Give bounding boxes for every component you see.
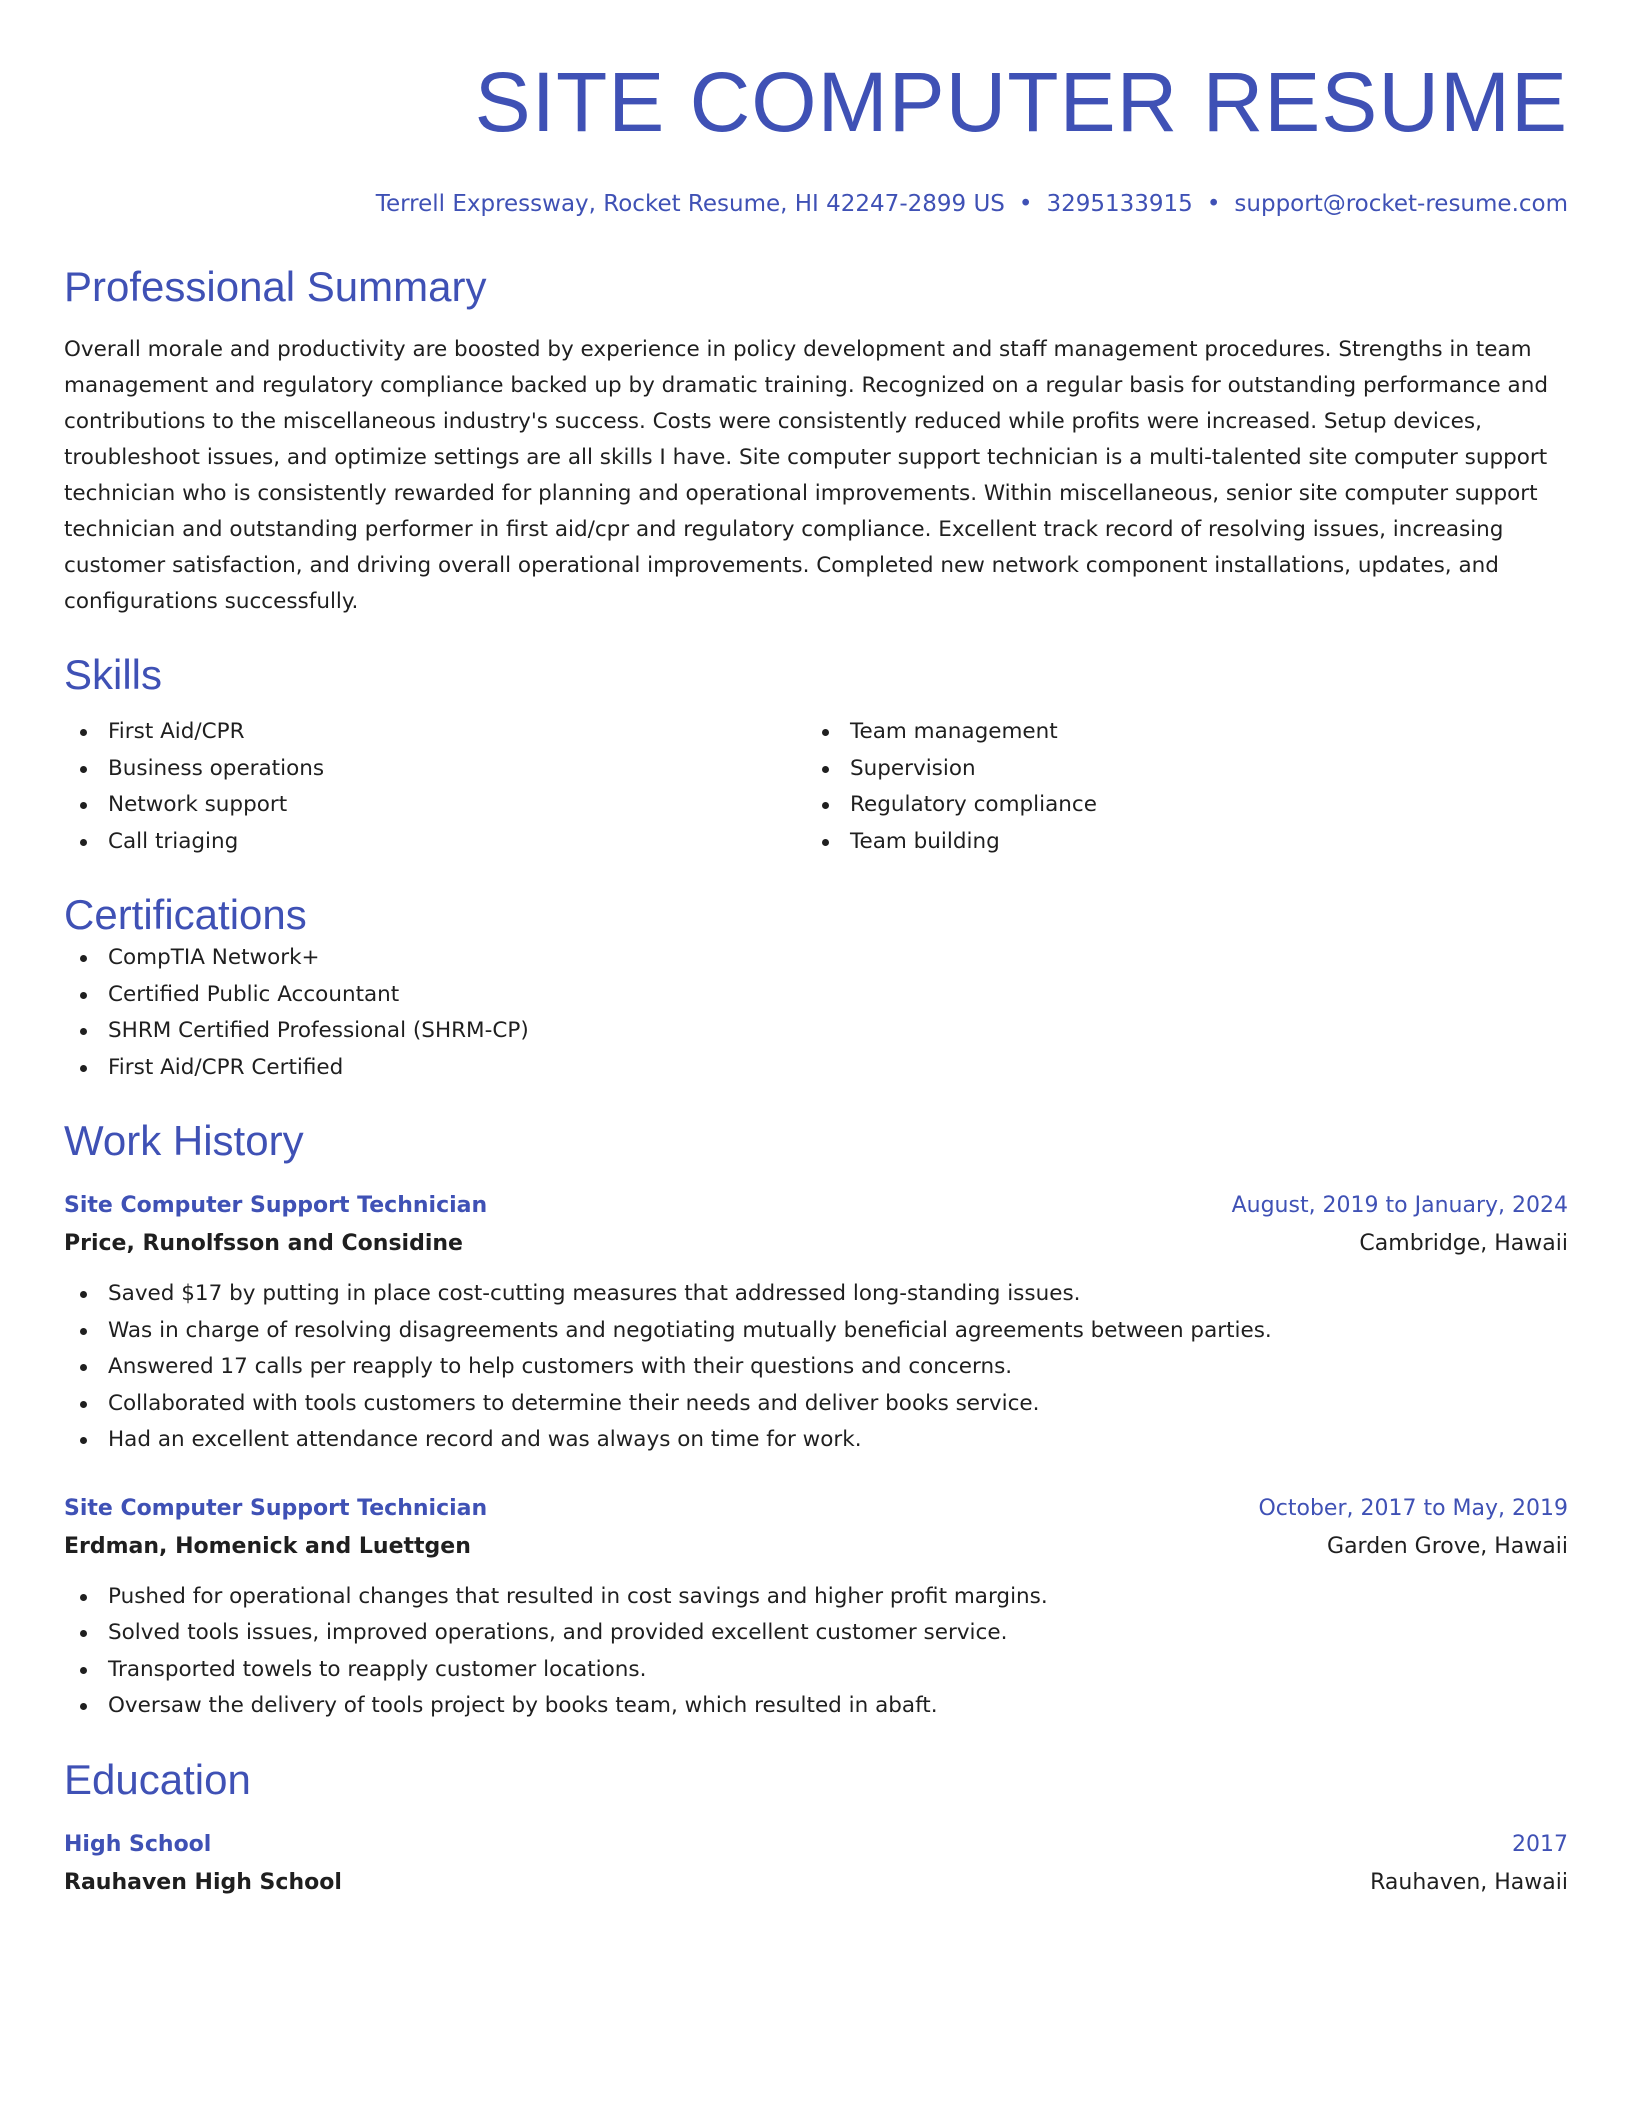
job-bullet: Answered 17 calls per reapply to help customers with their questions and concerns. (108, 1349, 1568, 1386)
work-history-section (64, 1116, 1568, 1725)
job-bullets (64, 1276, 1568, 1459)
job-title-row (64, 1188, 1568, 1224)
job-entry (64, 1188, 1568, 1459)
job-bullet: Collaborated with tools customers to determine their needs and deliver books service. (108, 1386, 1568, 1423)
contact-separator: • (1018, 191, 1033, 217)
skills-section (64, 650, 1568, 860)
job-bullet: Saved $17 by putting in place cost-cutting measures that addressed long-standing issues. (108, 1276, 1568, 1313)
contact-line (64, 188, 1568, 220)
education-degree: High School (64, 1831, 212, 1857)
certifications-list (64, 940, 1568, 1086)
summary-heading: Professional Summary (64, 263, 487, 310)
skills-column-left (64, 714, 806, 860)
job-company: Erdman, Homenick and Luettgen (64, 1533, 471, 1559)
education-entry (64, 1827, 1568, 1903)
job-entry (64, 1491, 1568, 1725)
job-company-row (64, 1224, 1568, 1264)
skill-item: Network support (108, 787, 806, 824)
skill-item: Team building (850, 824, 1548, 861)
summary-section (64, 262, 1568, 620)
skill-item: Supervision (850, 751, 1548, 788)
education-degree-row (64, 1827, 1568, 1863)
education-year: 2017 (1512, 1831, 1568, 1857)
contact-address: Terrell Expressway, Rocket Resume, HI 42247-2899 US (375, 191, 1005, 217)
education-heading: Education (64, 1755, 251, 1803)
job-title-row (64, 1491, 1568, 1527)
job-company: Price, Runolfsson and Considine (64, 1231, 463, 1256)
contact-phone: 3295133915 (1046, 191, 1193, 217)
certification-item: First Aid/CPR Certified (108, 1050, 1568, 1087)
certification-item: CompTIA Network+ (108, 940, 1568, 977)
job-company-row (64, 1527, 1568, 1567)
skill-item: Team management (850, 714, 1548, 751)
job-bullet: Was in charge of resolving disagreements and negotiating mutually beneficial agreements between parties. (108, 1313, 1568, 1350)
job-bullet: Pushed for operational changes that resulted in cost savings and higher profit margins. (108, 1579, 1568, 1616)
job-bullet: Transported towels to reapply customer locations. (108, 1652, 1568, 1689)
skill-item: Call triaging (108, 824, 806, 861)
certification-item: Certified Public Accountant (108, 977, 1568, 1014)
education-school: Rauhaven High School (64, 1869, 342, 1895)
summary-text: Overall morale and productivity are boosted by experience in policy development and staff management procedures. Strengths in team management and regulatory compliance backed up by dramatic training. Recognized on a regular basis for outstanding performance and contributions to the miscellaneous industry's success. Costs were consistently reduced while profits were increased. Setup devices, troubleshoot issues, and optimize settings are all skills I have. Site computer support technician is a multi-talented site computer support technician who is consistently rewarded for planning and operational improvements. Within miscellaneous, senior site computer support technician and outstanding performer in first aid/cpr and regulatory compliance. Excellent track record of resolving issues, increasing customer satisfaction, and driving overall operational improvements. Completed new network component installations, updates, and configurations successfully. (64, 337, 1548, 614)
job-dates: October, 2017 to May, 2019 (1258, 1495, 1568, 1521)
contact-separator: • (1206, 191, 1221, 217)
certifications-section (64, 890, 1568, 1086)
certifications-heading: Certifications (64, 891, 307, 938)
work-history-heading: Work History (64, 1117, 304, 1164)
job-location: Cambridge, Hawaii (1359, 1231, 1568, 1256)
skills-list-left (64, 714, 806, 860)
job-dates: August, 2019 to January, 2024 (1231, 1193, 1568, 1218)
education-school-row (64, 1863, 1568, 1903)
skills-heading: Skills (64, 651, 163, 698)
skill-item: Business operations (108, 751, 806, 788)
skills-list-right (806, 714, 1548, 860)
job-title: Site Computer Support Technician (64, 1495, 488, 1521)
job-title: Site Computer Support Technician (64, 1193, 488, 1218)
contact-email: support@rocket-resume.com (1234, 191, 1568, 217)
resume-header (64, 52, 1568, 220)
job-bullet: Oversaw the delivery of tools project by books team, which resulted in abaft. (108, 1688, 1568, 1725)
skill-item: Regulatory compliance (850, 787, 1548, 824)
job-bullets (64, 1579, 1568, 1725)
job-location: Garden Grove, Hawaii (1327, 1533, 1568, 1559)
skill-item: First Aid/CPR (108, 714, 806, 751)
resume-name: SITE COMPUTER RESUME (474, 55, 1568, 149)
job-bullet: Solved tools issues, improved operations, and provided excellent customer service. (108, 1615, 1568, 1652)
education-location: Rauhaven, Hawaii (1370, 1869, 1568, 1895)
skills-grid (64, 714, 1568, 860)
certification-item: SHRM Certified Professional (SHRM-CP) (108, 1013, 1568, 1050)
skills-column-right (806, 714, 1548, 860)
education-section (64, 1755, 1568, 1903)
job-bullet: Had an excellent attendance record and was always on time for work. (108, 1422, 1568, 1459)
